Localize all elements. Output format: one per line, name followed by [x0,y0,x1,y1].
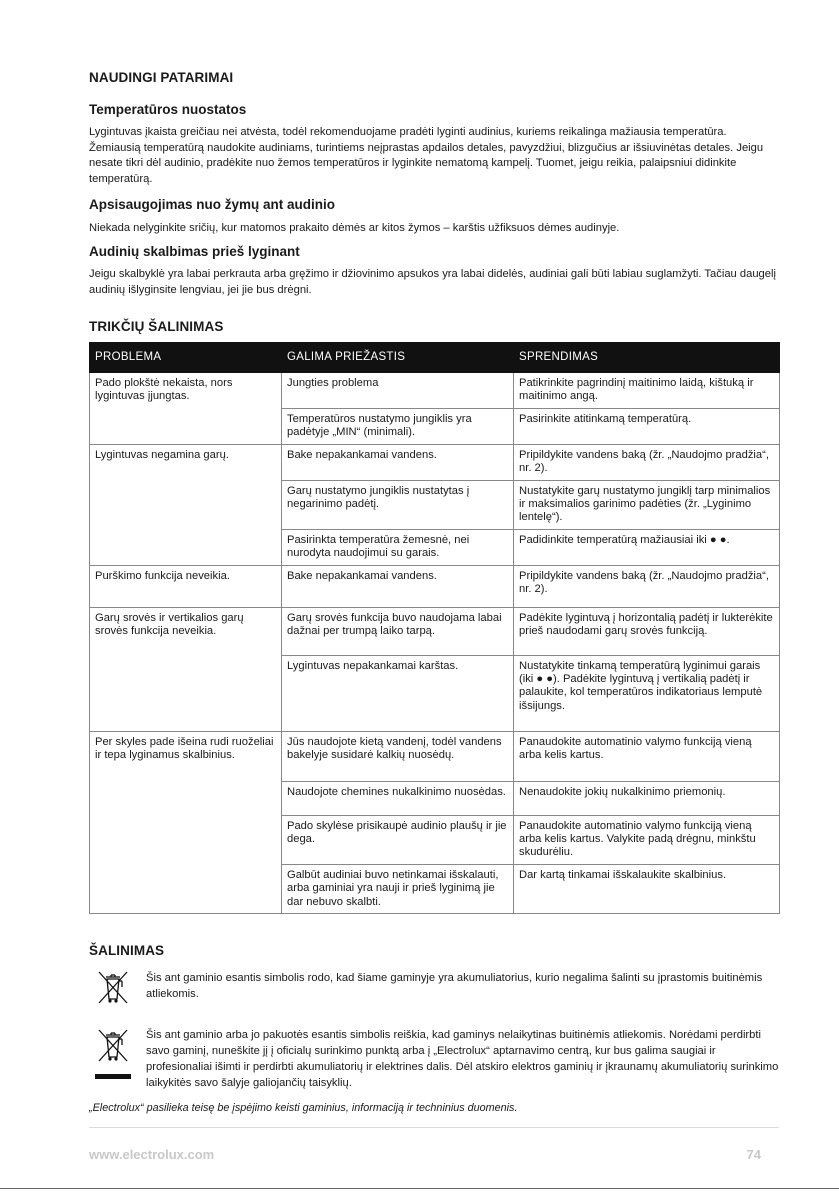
problem-cell: Lygintuvas negamina garų. [90,444,282,565]
solution-cell: Patikrinkite pagrindinį maitinimo laidą, kištuką ir maitinimo angą. [514,373,780,409]
crossed-out-bin-icon [95,1027,131,1063]
footer-website: www.electrolux.com [89,1147,215,1162]
table-header-row [90,343,780,373]
solution-cell: Nenaudokite jokių nukalkinimo priemonių. [514,781,780,815]
table-row [90,565,780,607]
page-number: 74 [746,1147,761,1162]
solution-cell: Panaudokite automatinio valymo funkciją vieną arba kelis kartus. Valykite padą drėgnu, minkštu skudurėliu. [514,815,780,864]
troubleshooting-table [89,342,780,914]
cause-cell: Lygintuvas nepakankamai karštas. [282,655,514,731]
battery-disposal-text: Šis ant gaminio esantis simbolis rodo, kad šiame gaminyje yra akumuliatorius, kurio negalima šalinti su įprastomis buitinėmis atliekomis. [146,972,763,1000]
cause-cell: Jungties problema [282,373,514,409]
product-disposal-text: Šis ant gaminio arba jo pakuotės esantis simbolis reiškia, kad gaminys nelaikytinas buitinėmis atliekomis. Norėdami perdirbti savo gaminį, nuneškite jį į oficialų surinkimo punktą arba į „Electrolux“ aptarnavimo centrą, kur bus galima saugiai ir profesionaliai išimti ir perdirbti akumuliatorių ir elektrines dalis. Dėl atskiro elektros gaminių ir įkraunamų akumuliatorių surinkimo laikykitės savo šalyje galiojančių taisyklių. [146,1029,779,1089]
cause-cell: Pasirinkta temperatūra žemesnė, nei nurodyta naudojimui su garais. [282,529,514,565]
legal-footnote: „Electrolux“ pasilieka teisę be įspėjimo keisti gaminius, informaciją ir techninius duomenis. [89,1102,518,1114]
footer-divider [89,1127,779,1128]
cause-cell: Bake nepakankamai vandens. [282,444,514,480]
solution-cell: Padidinkite temperatūrą mažiausiai iki ● ●. [514,529,780,565]
cause-cell: Jūs naudojote kietą vandenį, todėl vandens bakelyje susidarė kalkių nuosėdų. [282,731,514,781]
solution-cell: Dar kartą tinkamai išskalaukite skalbinius. [514,864,780,913]
table-row [90,607,780,655]
cause-cell: Galbūt audiniai buvo netinkamai išskalauti, arba gaminiai yra nauji ir prieš lyginimą jie dar nebuvo skalbti. [282,864,514,913]
disposal-heading: ŠALINIMAS [89,943,165,958]
solution-cell: Pasirinkite atitinkamą temperatūrą. [514,408,780,444]
column-header-solution: SPRENDIMAS [514,343,780,373]
solution-cell: Panaudokite automatinio valymo funkciją vieną arba kelis kartus. [514,731,780,781]
problem-cell: Per skyles pade išeina rudi ruoželiai ir tepa lyginamus skalbinius. [90,731,282,913]
problem-cell: Garų srovės ir vertikalios garų srovės funkcija neveikia. [90,607,282,731]
column-header-problem: PROBLEMA [90,343,282,373]
washing-text: Jeigu skalbyklė yra labai perkrauta arba gręžimo ir džiovinimo apsukos yra labai didelės, audiniai gali būti labiau suglamžyti. Tačiau daugelį audinių išlyginsite lengviau, jei jie bus drėgni. [89,268,776,296]
cause-cell: Bake nepakankamai vandens. [282,565,514,607]
temperature-settings-text: Lygintuvas įkaista greičiau nei atvėsta, todėl rekomenduojame pradėti lyginti audinius, kuriems reikalinga mažiausia temperatūra. Žemiausią temperatūrą naudokite audiniams, turintiems neįprastas apdailos detales, pavyzdžiui, blizgučius ar išsiuvinėtas detales. Jeigu nesate tikri dėl audinio, pradėkite nuo žemos temperatūros ir lyginkite nematomą kampelį. Tuomet, jeigu reikia, palaipsniui didinkite temperatūrą. [89,126,764,185]
temperature-settings-title: Temperatūros nuostatos [89,102,247,117]
crossed-out-bin-icon [95,969,131,1005]
cause-cell: Temperatūros nustatymo jungiklis yra padėtyje „MIN“ (minimali). [282,408,514,444]
cause-cell: Pado skylėse prisikaupė audinio plaušų ir jie dega. [282,815,514,864]
tips-heading: NAUDINGI PATARIMAI [89,70,234,85]
stains-title: Apsisaugojimas nuo žymų ant audinio [89,197,336,212]
page-bottom-border [0,1188,839,1189]
solution-cell: Nustatykite garų nustatymo jungiklį tarp minimalios ir maksimalios garinimo padėties (žr. „Lyginimo lentelę“). [514,480,780,529]
table-row [90,731,780,781]
cause-cell: Garų nustatymo jungiklis nustatytas į negarinimo padėtį. [282,480,514,529]
problem-cell: Purškimo funkcija neveikia. [90,565,282,607]
solution-cell: Pripildykite vandens baką (žr. „Naudojmo pradžia“, nr. 2). [514,565,780,607]
stains-text: Niekada nelyginkite sričių, kur matomos prakaito dėmės ar kitos žymos – karštis užfiksuos dėmes audinyje. [89,222,620,234]
cause-cell: Garų srovės funkcija buvo naudojama labai dažnai per trumpą laiko tarpą. [282,607,514,655]
table-row [90,373,780,409]
solution-cell: Nustatykite tinkamą temperatūrą lyginimui garais (iki ● ●). Padėkite lygintuvą į vertikalią padėtį ir palaukite, kol temperatūros indikatoriaus lemputė išsijungs. [514,655,780,731]
cause-cell: Naudojote chemines nukalkinimo nuosėdas. [282,781,514,815]
solution-cell: Padėkite lygintuvą į horizontalią padėtį ir lukterėkite prieš naudodami garų srovės funkciją. [514,607,780,655]
column-header-cause: GALIMA PRIEŽASTIS [282,343,514,373]
table-row [90,444,780,480]
problem-cell: Pado plokštė nekaista, nors lygintuvas įjungtas. [90,373,282,445]
washing-title: Audinių skalbimas prieš lyginant [89,244,300,259]
troubleshooting-heading: TRIKČIŲ ŠALINIMAS [89,319,224,334]
weee-underline-bar [95,1074,131,1079]
solution-cell: Pripildykite vandens baką (žr. „Naudojmo pradžia“, nr. 2). [514,444,780,480]
